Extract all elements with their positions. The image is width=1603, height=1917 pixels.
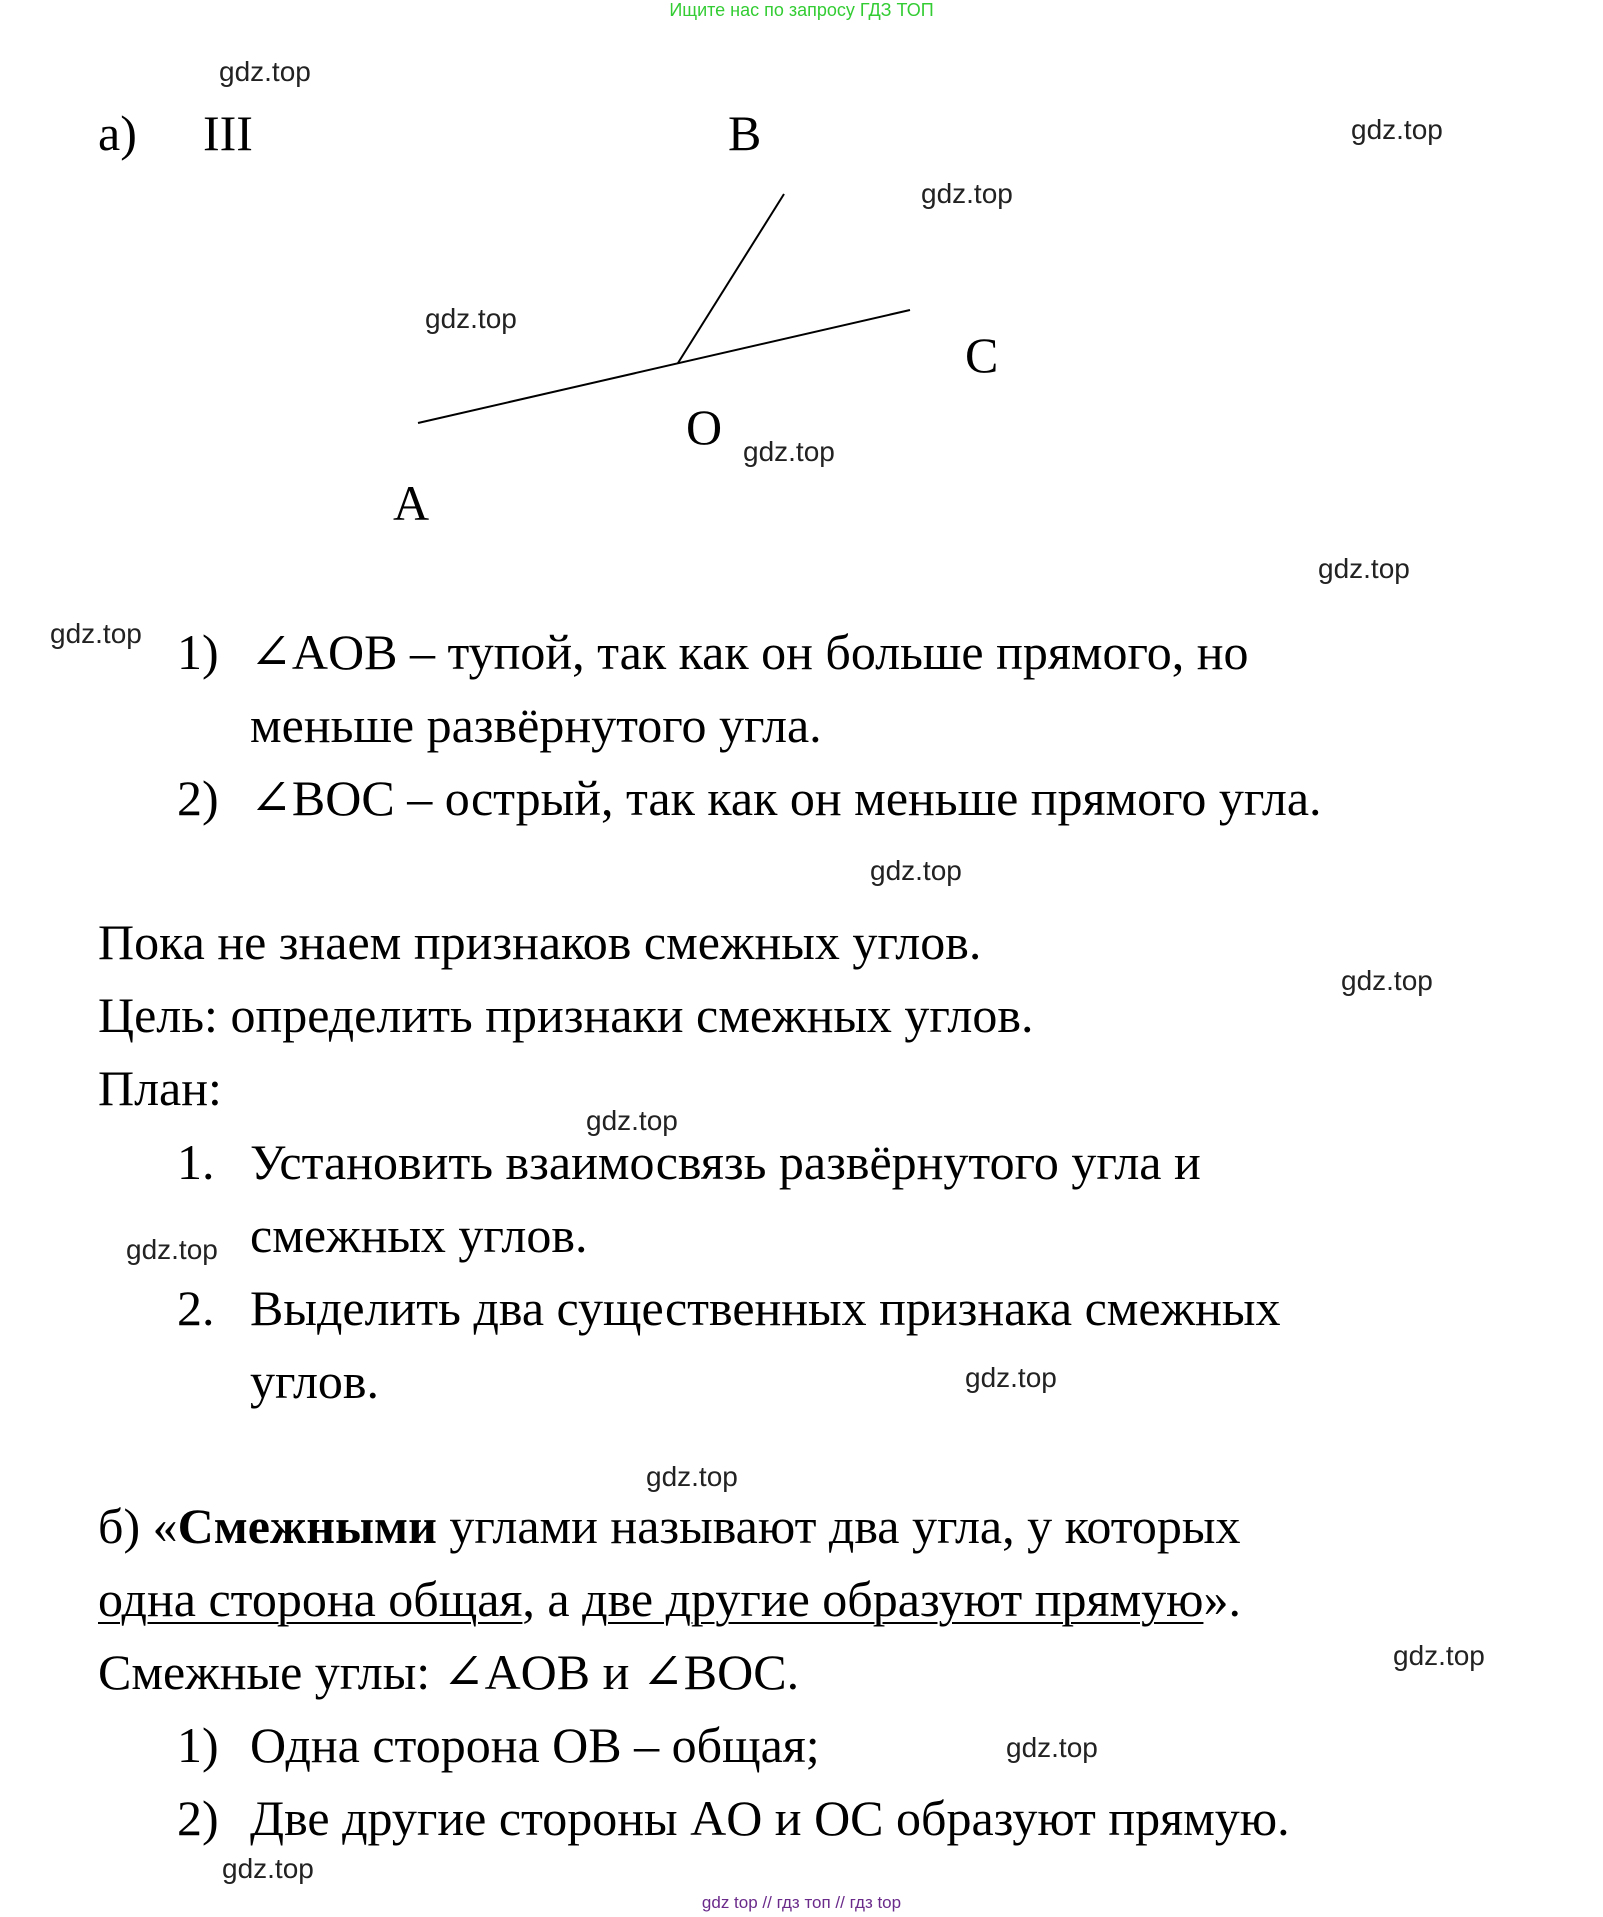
watermark: gdz.top <box>50 618 142 649</box>
part-b-label: б) <box>98 1498 141 1554</box>
plan-text: Выделить два существенных признака смежных <box>250 1280 1281 1336</box>
watermark: gdz.top <box>1318 553 1410 584</box>
point-b-label: B <box>728 105 762 161</box>
watermark: gdz.top <box>1341 965 1433 996</box>
plan-text: Установить взаимосвязь развёрнутого угла и <box>250 1134 1201 1190</box>
watermark: gdz.top <box>126 1234 218 1265</box>
point-c-label: C <box>965 327 999 383</box>
watermark: gdz.top <box>743 436 835 467</box>
item-text: ∠AOB – тупой, так как он больше прямого, но <box>250 624 1249 680</box>
watermark: gdz.top <box>965 1362 1057 1393</box>
definition-text: углами называют два угла, у которых <box>436 1498 1241 1554</box>
footer-links: gdz top // гдз топ // гдз top <box>701 1893 902 1912</box>
line-ac <box>418 310 910 423</box>
watermark: gdz.top <box>1351 114 1443 145</box>
point-o-label: O <box>686 399 723 455</box>
item-text: меньше развёрнутого угла. <box>250 697 822 753</box>
top-banner: Ищите нас по запросу ГДЗ ТОП <box>669 0 934 20</box>
point-a-label: A <box>393 475 430 531</box>
watermark: gdz.top <box>219 56 311 87</box>
part-a-label: а) <box>98 105 137 161</box>
watermark: gdz.top <box>222 1853 314 1884</box>
item-text: Две другие стороны AO и OC образуют прямую. <box>250 1790 1290 1846</box>
plan-label: План: <box>98 1060 222 1116</box>
goal-line: Цель: определить признаки смежных углов. <box>98 987 1034 1043</box>
item-text: Одна сторона OB – общая; <box>250 1717 820 1773</box>
plan-text: смежных углов. <box>250 1207 588 1263</box>
definition-underline-2: две другие образуют прямую <box>582 1571 1204 1627</box>
item-number: 2) <box>177 770 219 826</box>
quote-open: « <box>152 1498 178 1554</box>
item-number: 2) <box>177 1790 219 1846</box>
ray-ob <box>678 194 784 363</box>
watermark: gdz.top <box>1006 1732 1098 1763</box>
item-number: 1) <box>177 1717 219 1773</box>
watermark: gdz.top <box>921 178 1013 209</box>
known-line: Пока не знаем признаков смежных углов. <box>98 914 982 970</box>
angle-figure <box>0 0 1603 560</box>
watermark: gdz.top <box>586 1105 678 1136</box>
definition-line-2 <box>98 1569 1241 1629</box>
adjacent-pair: Смежные углы: ∠AOB и ∠BOC. <box>98 1644 800 1700</box>
quote-close: ». <box>1203 1571 1241 1627</box>
plan-number: 2. <box>177 1280 215 1336</box>
plan-number: 1. <box>177 1134 215 1190</box>
plan-text: углов. <box>250 1353 380 1409</box>
watermark: gdz.top <box>870 855 962 886</box>
watermark: gdz.top <box>1393 1640 1485 1671</box>
definition-text: , а <box>522 1571 583 1627</box>
definition-term: Смежными <box>177 1498 437 1554</box>
watermark: gdz.top <box>646 1461 738 1492</box>
watermark: gdz.top <box>425 303 517 334</box>
roman-numeral: III <box>203 105 253 161</box>
item-text: ∠BOC – острый, так как он меньше прямого угла. <box>250 770 1322 826</box>
definition-line-1 <box>98 1496 1241 1556</box>
definition-underline-1: одна сторона общая <box>98 1571 523 1627</box>
item-number: 1) <box>177 624 219 680</box>
